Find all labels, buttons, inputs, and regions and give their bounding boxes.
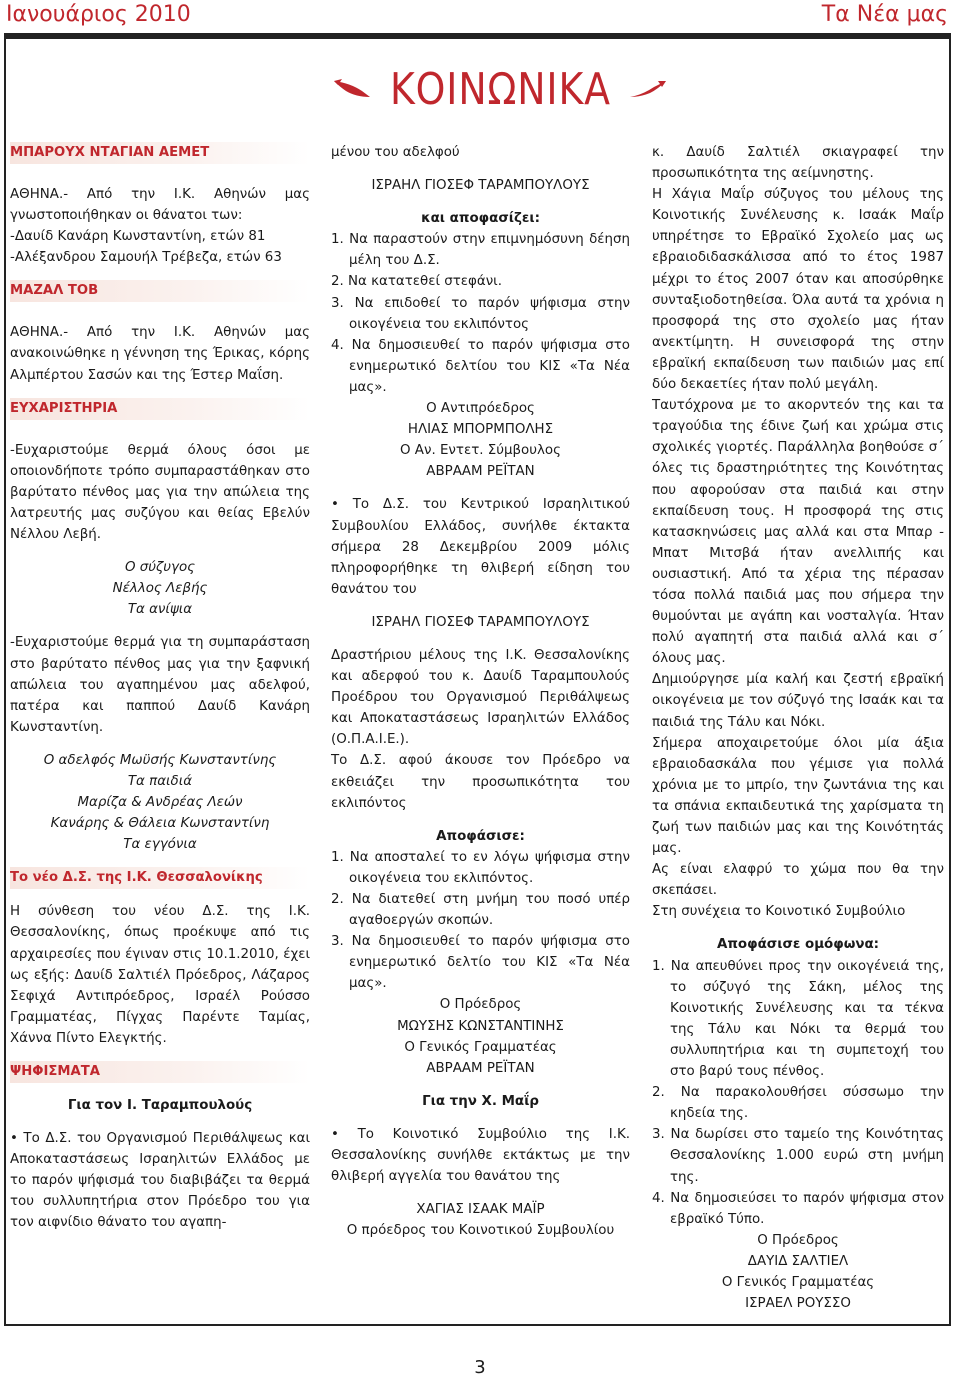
issue-date: Ιανουάριος 2010 [6,2,191,27]
heading-mazal-tov: ΜΑΖΑΛ ΤΟΒ [10,280,310,302]
heading-new-board: Το νέο Δ.Σ. της Ι.Κ. Θεσσαλονίκης [10,867,310,889]
paragraph: ΑΘΗΝΑ.- Από την Ι.Κ. Αθηνών μας ανακοινώθηκε η γέννηση της Έρικας, κόρης Αλμπέρτου Σασών και της Έστερ Μαΐση. [10,325,310,383]
page-number: 3 [474,1357,486,1378]
signature-line: ΔΑΥΙΔ ΣΑΛΤΙΕΛ [747,1253,849,1269]
signature-line: Ο σύζυγος [124,560,196,576]
list-item: 3. Να επιδοθεί το παρόν ψήφισμα στην οικογένεια του εκλιπόντος [331,295,630,332]
list-item: 1. Να αποσταλεί το εν λόγω ψήφισμα στην οικογένεια του εκλιπόντος. [331,849,630,886]
paragraph: • Το Δ.Σ. του Κεντρικού Ισραηλιτικού Συμβουλίου Ελλάδος, συνήλθε έκτακτα σήμερα 28 Δεκεμβρίου 2009 μόλις πληροφορήθηκε τη θλιβερή είδηση του θανάτου του [331,497,630,597]
right-ornament-icon [628,77,668,101]
column-2 [331,142,630,1241]
paragraph: Σήμερα αποχαιρετούμε όλοι μία άξια εβραιοδασκάλα που γέμισε για πολλά χρόνια με το μπρίο, την ζωντάνια της και τα σπάνια εκπαιδευτικά της χαρίσματα τη ζωή των παιδιών μας και της Κοινότητάς μας. [652,735,944,857]
decision-heading: και αποφασίζει: [421,211,540,227]
paragraph: Δραστήριου μέλους της Ι.Κ. Θεσσαλονίκης και αδερφού του κ. Δαυίδ Ταραμπουλούς Προέδρου του Οργανισμού Περιθάλψεως και Αποκαταστάσεως Ισραηλιτών Ελλάδος (Ο.Π.Α.Ι.Ε.). [331,647,630,748]
signature-line: ΑΒΡΑΑΜ ΡΕΪΤΑΝ [426,1060,535,1076]
list-item: 2. Να παρακολουθήσει σύσσωμο την κηδεία της. [652,1085,944,1122]
signature-line: Ο Πρόεδρος [439,997,522,1013]
paragraph: Το Δ.Σ. αφού άκουσε τον Πρόεδρο να εκθειάζει την προσωπικότητα του εκλιπόντος [331,753,630,811]
signature-line: Ο Πρόεδρος [757,1232,839,1248]
signature-line: Ο Αντιπρόεδρος [426,401,535,417]
paragraph: -Ευχαριστούμε θερμά όλους όσοι με οποιονδήποτε τρόπο συμπαραστάθηκαν στο βαρύτατο πένθος μας για την απώλεια της λατρευτής μας συζύγου και θείας Εβελύν Νέλλου Λεβή. [10,442,310,543]
paragraph: κ. Δαυίδ Σαλτιέλ σκιαγραφεί την προσωπικότητα της αείμνηστης. [652,145,944,182]
paragraph: Η σύνθεση του νέου Δ.Σ. της Ι.Κ. Θεσσαλονίκης, όπως προέκυψε από τις αρχαιρεσίες που έγιναν στις 10.1.2010, έχει ως εξής: Δαυίδ Σαλτιέλ Πρόεδρος, Λάζαρος Σεφιχά Αντιπρόεδρος, Ισραέλ Ρούσσο Γραμματέας, Πίγχας Παρέντε Ταμίας, Χάννα Πίντο Ελεγκτής. [10,904,310,1046]
list-item: 4. Να δημοσιευθεί το παρόν ψήφισμα στο ενημερωτικό δελτίου του ΚΙΣ «Τα Νέα μας». [331,337,630,395]
section-title [300,54,700,124]
subheading: Για τον Ι. Ταραμπουλούς [67,1098,253,1113]
paragraph: Ο πρόεδρος του Κοινοτικού Συμβουλίου [346,1223,615,1239]
paragraph: Ας είναι ελαφρύ το χώμα που θα την σκεπάσει. [652,862,944,899]
heading-thanks: ΕΥΧΑΡΙΣΤΗΡΙΑ [10,398,310,420]
list-item: 2. Να κατατεθεί στεφάνι. [331,274,502,290]
subheading: Για την Χ. Μαΐρ [422,1093,539,1109]
signature-line: Τα εγγόνια [123,837,197,853]
heading-baruch: ΜΠΑΡΟΥΧ ΝΤΑΓΙΑΝ ΑΕΜΕΤ [10,142,310,164]
paragraph: μένου του αδελφού [331,145,460,160]
signature-line: ΙΣΡΑΕΛ ΡΟΥΣΣΟ [745,1296,851,1312]
paragraph: -Ευχαριστούμε θερμά για τη συμπαράσταση στο βαρύτατο πένθος μας για την ξαφνική απώλεια του αγαπημένου μας αδελφού, πατέρα και παππού Δαυίδ Κανάρη Κωνσταντίνη. [10,635,310,735]
left-ornament-icon [332,77,372,101]
decision-heading: Αποφάσισε ομόφωνα: [716,937,880,953]
frame-top-rule [4,33,951,39]
list-item: 2. Να διατεθεί στη μνήμη του ποσό υπέρ αγαθοεργών σκοπών. [331,892,630,929]
list-item: 4. Να δημοσιεύσει το παρόν ψήφισμα στον εβραϊκό Τύπο. [652,1190,944,1227]
list-item: 1. Να παραστούν στην επιμνημόσυνη δέηση μέλη του Δ.Σ. [331,232,630,269]
signature-line: Νέλλος Λεβής [112,581,208,597]
paragraph: Δημιούργησε μία καλή και ζεστή εβραϊκή οικογένεια με τον σύζυγό της Ισαάκ και τα παιδιά της Τάλυ και Νόκι. [652,672,944,730]
signature-line: Μαρίζα & Ανδρέας Λεών [77,795,243,811]
signature-line: Ο Γενικός Γραμματέας [721,1274,875,1290]
name-line: ΙΣΡΑΗΛ ΓΙΟΣΕΦ ΤΑΡΑΜΠΟΥΛΟΥΣ [371,614,590,630]
signature-line: ΑΒΡΑΑΜ ΡΕΪΤΑΝ [426,464,535,480]
signature-line: Ο αδελφός Μωϋσής Κωνσταντίνης [43,752,277,768]
signature-line: Τα παιδιά [127,773,193,789]
paragraph: -Αλέξανδρου Σαμουήλ Τρέβεζα, ετών 63 [10,250,282,266]
paragraph: Ταυτόχρονα με το ακορντεόν της και τα τραγούδια της έδινε ζωή και χρώμα στις σχολικές γιορτές. Παράλληλα βοηθούσε σ΄ όλες τις δραστηριότητες της Κοινότητας που αφορούσαν στα παιδιά και στην εκπαίδευση τους. Η προσφορά της στις κατασκηνώσεις μας αλλά και στα Μπαρ - Μπατ Μιτσβά ήταν ανελλιπής και ουσιαστική. Από τα χέρια της πέρασαν τόσα πολλά παιδιά μας που σήμερα την θυμούνται με αγάπη και νοσταλγία. Ήταν πολύ αγαπητή στα παιδιά αλλά και σ΄ όλους μας. [652,398,944,667]
paragraph: ΑΘΗΝΑ.- Από την Ι.Κ. Αθηνών μας γνωστοποιήθηκαν οι θάνατοι των: [10,187,310,224]
paragraph: -Δαυίδ Κανάρη Κωνσταντίνη, ετών 81 [10,229,266,245]
signature-line: Κανάρης & Θάλεια Κωνσταντίνη [50,816,270,832]
list-item: 1. Να απευθύνει προς την οικογένειά της, το σύζυγό της Σάκη, μέλος της Κοινοτικής Συνέλευσης και τα τέκνα της Τάλυ και Νόκι τα θερμά του συλλυπητήρια και τη συμπετοχή του στο βαρύ τους πένθος. [652,958,944,1080]
signature-line: ΗΛΙΑΣ ΜΠΟΡΜΠΟΛΗΣ [407,422,554,438]
column-1 [10,142,310,1234]
column-3 [652,142,944,1314]
signature-line: ΜΩΥΣΗΣ ΚΩΝΣΤΑΝΤΙΝΗΣ [397,1018,564,1034]
signature-line: Τα ανίψια [127,602,193,618]
name-line: ΧΑΓΙΑΣ ΙΣΑΑΚ ΜΑΪΡ [416,1202,545,1218]
list-item: 3. Να δημοσιευθεί το παρόν ψήφισμα στο ενημερωτικό δελτίο του ΚΙΣ «Τα Νέα μας». [331,934,630,992]
paragraph: Η Χάγια Μαΐρ σύζυγος του μέλους της Κοινοτικής Συνέλευσης κ. Ισαάκ Μαΐρ υπηρέτησε το Εβραϊκό Σχολείο μας ως εβραιοδιδασκάλισσα από το έτος 1987 μέχρι το έτος 2007 όταν και αποσύρθηκε συνταξιοδοτηθείσα. Όλα αυτά τα χρόνια η προσφορά της στο σχολείο μας ήταν ανεκτίμητη. Η συνεισφορά της στην εβραϊκή εκπαίδευση των παιδιών μας επί δύο δεκαετίες ήταν πολύ μεγάλη. [652,187,944,393]
signature-line: Ο Γενικός Γραμματέας [404,1039,557,1055]
paragraph: • Το Κοινοτικό Συμβούλιο της Ι.Κ. Θεσσαλονίκης συνήλθε εκτάκτως με την θλιβερή αγγελία του θανάτου της [331,1126,630,1185]
signature-line: Ο Αν. Εντετ. Σύμβουλος [400,443,561,459]
list-item: 3. Να δωρίσει στο ταμείο της Κοινότητας Θεσσαλονίκης 1.000 ευρώ στη μνήμη της. [652,1127,944,1185]
publication-name: Τα Νέα μας [821,2,948,27]
decision-heading: Αποφάσισε: [436,828,525,844]
heading-resolutions: ΨΗΦΙΣΜΑΤΑ [10,1061,310,1083]
paragraph: Στη συνέχεια το Κοινοτικό Συμβούλιο [652,904,906,920]
paragraph: • Το Δ.Σ. του Οργανισμού Περιθάλψεως και Αποκαταστάσεως Ισραηλιτών Ελλάδος με το παρόν ψήφισμά του διαβιβάζει τα θερμά του συλλυπητήρια στον Πρόεδρο του για τον αιφνίδιο θάνατο του αγαπη- [10,1131,310,1231]
section-title-text: ΚΟΙΝΩΝΙΚΑ [389,63,611,115]
name-line: ΙΣΡΑΗΛ ΓΙΟΣΕΦ ΤΑΡΑΜΠΟΥΛΟΥΣ [371,178,590,194]
